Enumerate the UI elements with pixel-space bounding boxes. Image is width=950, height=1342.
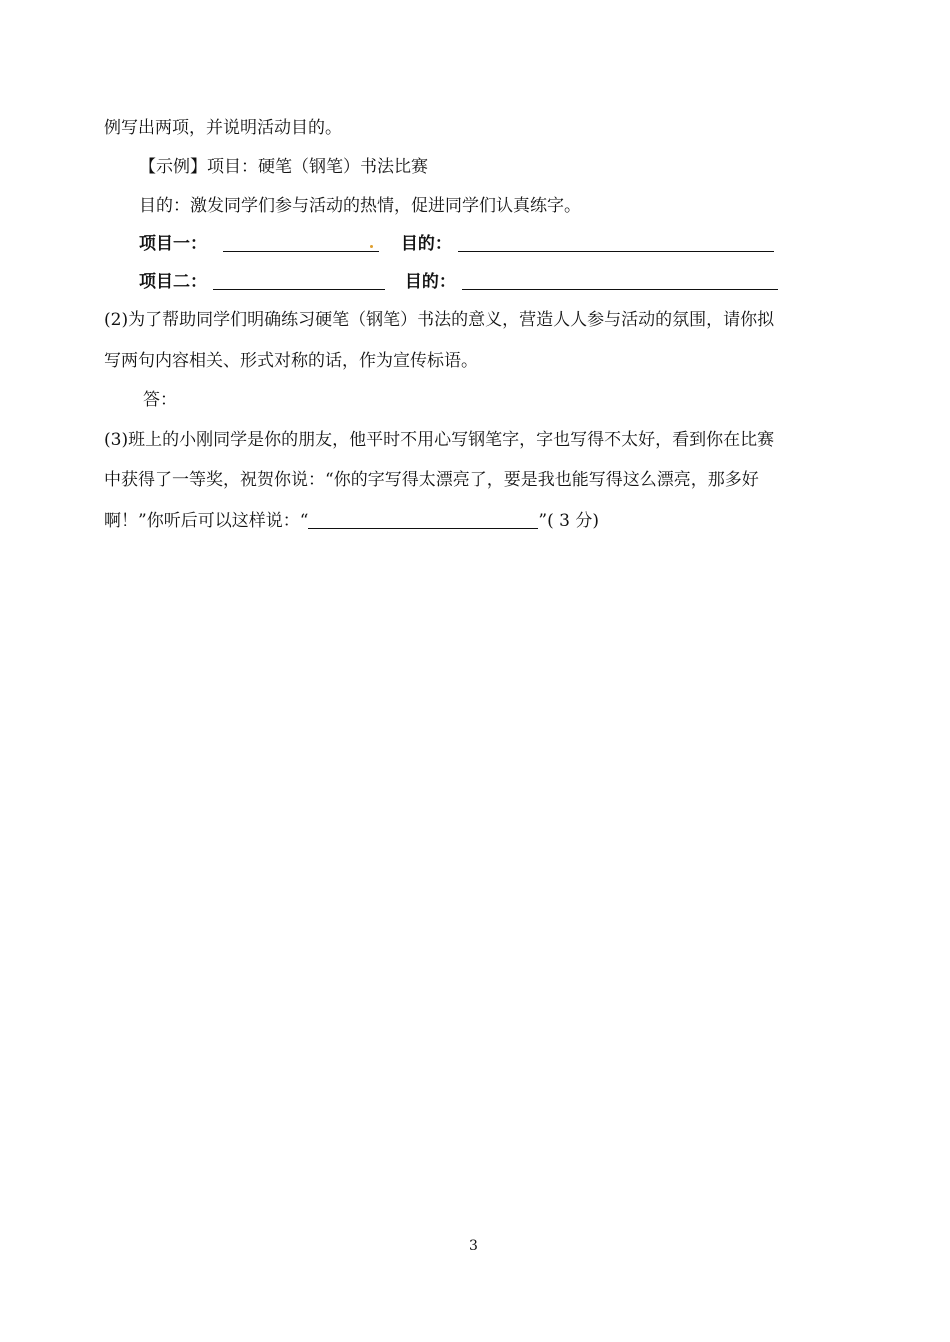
answer-label: 答： [143, 390, 177, 410]
question-3-answer-blank[interactable] [308, 510, 538, 529]
item-one-blank[interactable] [223, 233, 379, 252]
item-one-row [139, 233, 774, 255]
item-one-label: 项目一： [139, 234, 207, 254]
question-3-line-1: (3)班上的小刚同学是你的朋友，他平时不用心写钢笔字，字也写得不太好，看到你在比赛 [104, 430, 775, 450]
question-2-line-2: 写两句内容相关、形式对称的话，作为宣传标语。 [104, 351, 478, 371]
item-two-row [139, 271, 778, 293]
text-line: 例写出两项，并说明活动目的。 [104, 118, 342, 138]
item-two-label: 项目二： [139, 272, 207, 292]
question-3-line-2: 中获得了一等奖，祝贺你说：“你的字写得太漂亮了，要是我也能写得这么漂亮，那多好 [104, 470, 759, 490]
item-two-blank[interactable] [213, 271, 385, 290]
question-3-line-3 [104, 510, 599, 532]
item-one-purpose-label: 目的： [400, 234, 452, 254]
item-one-purpose-blank[interactable] [458, 233, 774, 252]
question-2-line-1: (2)为了帮助同学们明确练习硬笔（钢笔）书法的意义，营造人人参与活动的氛围，请你拟 [104, 310, 775, 330]
question-3-score: ”( 3 分) [538, 511, 599, 531]
mark-dot [370, 245, 373, 248]
item-two-purpose-blank[interactable] [462, 271, 778, 290]
question-3-line-3-text: 啊！”你听后可以这样说：“ [104, 511, 309, 531]
page-number: 3 [469, 1238, 478, 1254]
example-purpose-line: 目的：激发同学们参与活动的热情，促进同学们认真练字。 [139, 196, 581, 216]
item-two-purpose-label: 目的： [404, 272, 456, 292]
example-line: 【示例】项目：硬笔（钢笔）书法比赛 [139, 157, 428, 177]
